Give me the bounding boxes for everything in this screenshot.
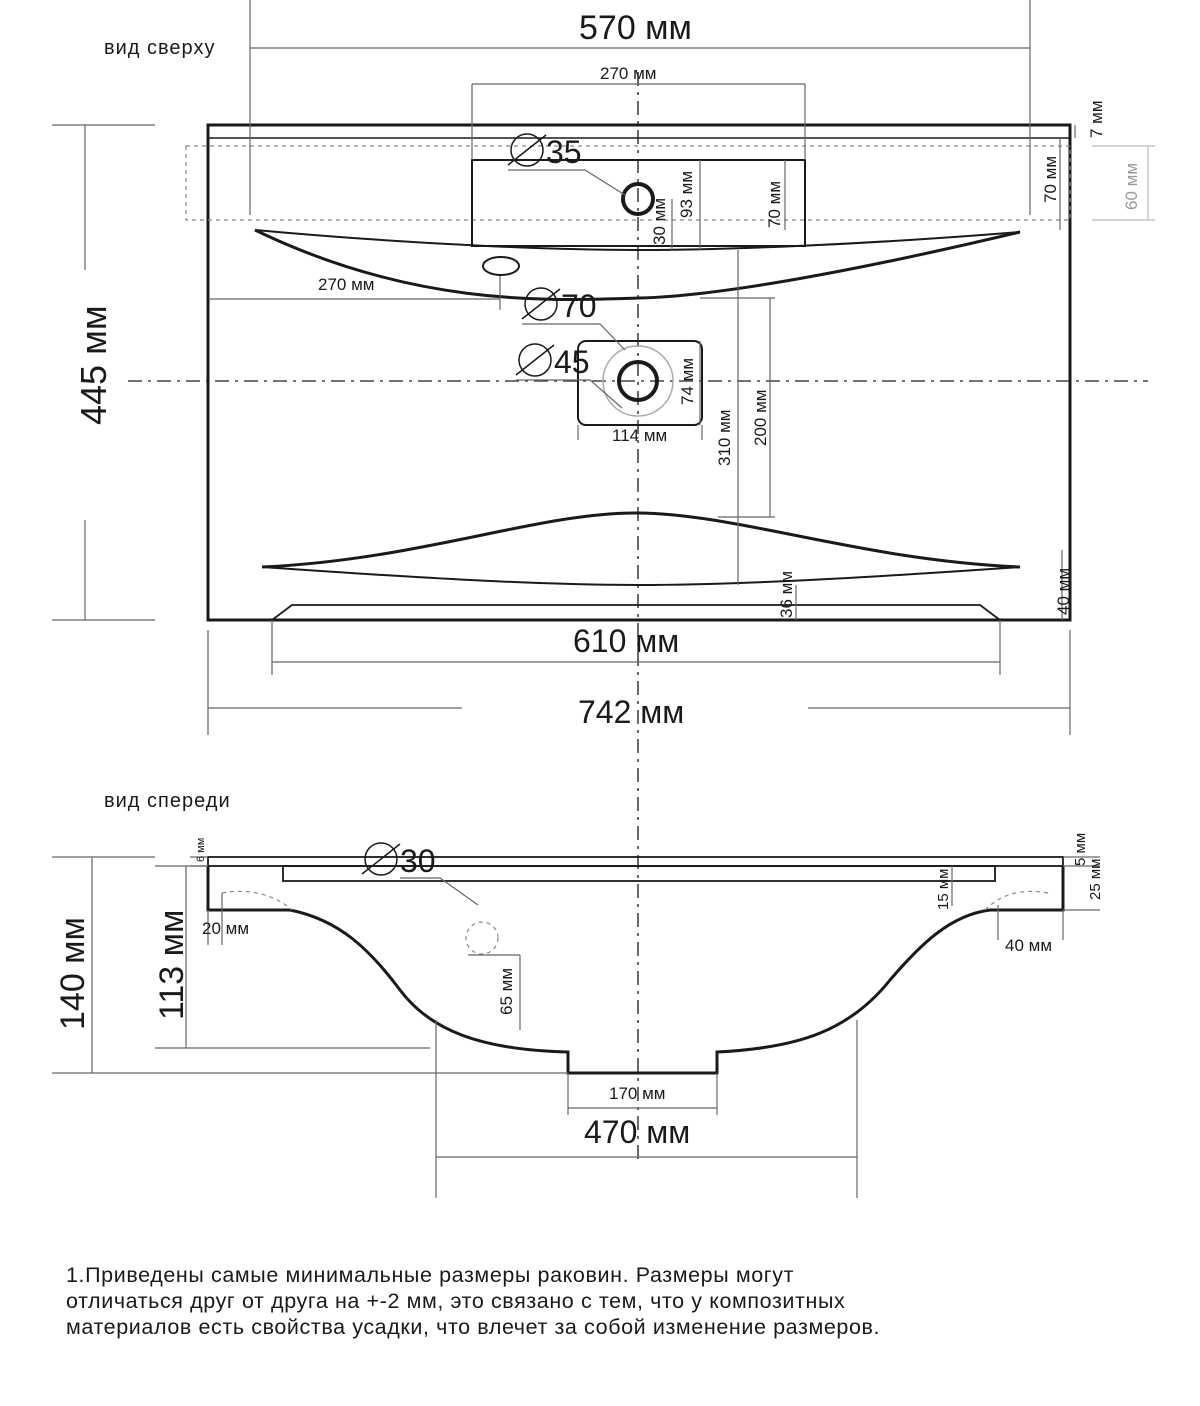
dim-570-label: 570 мм xyxy=(579,9,692,47)
basin-front-edge xyxy=(262,513,1020,567)
dia-30-label: 30 xyxy=(400,843,436,879)
top-view-label: вид сверху xyxy=(104,37,216,59)
dim-60-label: 60 мм xyxy=(1122,162,1141,210)
diameter-slash xyxy=(516,345,554,375)
front-inner-channel xyxy=(283,866,995,881)
dim-15-label: 15 мм xyxy=(935,868,952,910)
front-right-dashed-curve xyxy=(985,891,1048,910)
front-top-slab xyxy=(208,857,1063,866)
dim-170-label: 170 мм xyxy=(609,1084,666,1103)
dim-70-right-label: 70 мм xyxy=(1041,155,1060,203)
dim-40-label: 40 мм xyxy=(1054,567,1073,615)
dia-45-leader xyxy=(516,380,622,408)
dim-25-label: 25 мм xyxy=(1087,858,1104,900)
dim-6-label: 6 мм xyxy=(195,837,207,862)
diameter-slash xyxy=(362,844,400,874)
dim-270-left-label: 270 мм xyxy=(318,275,375,294)
diameter-45 xyxy=(516,344,622,408)
dim-113-label: 113 мм xyxy=(153,909,191,1020)
dia-45-label: 45 xyxy=(554,344,590,380)
dim-445-label: 445 мм xyxy=(73,305,114,425)
dim-114-label: 114 мм xyxy=(612,426,668,445)
dim-93-label: 93 мм xyxy=(677,170,696,218)
dim-40-front-label: 40 мм xyxy=(1005,936,1053,955)
dim-140-label: 140 мм xyxy=(54,917,92,1030)
overflow-circle xyxy=(466,922,498,954)
diameter-35 xyxy=(508,134,625,195)
front-left-dashed-curve xyxy=(222,891,292,910)
dia-35-label: 35 xyxy=(546,134,582,170)
dim-310-label: 310 мм xyxy=(715,409,734,466)
overflow-slot xyxy=(483,257,519,275)
dim-20-label: 20 мм xyxy=(202,919,250,938)
diameter-30 xyxy=(362,843,478,905)
front-view-label: вид спереди xyxy=(104,790,231,812)
dia-70-label: 70 xyxy=(561,288,597,324)
dim-610-label: 610 мм xyxy=(573,623,680,659)
front-view xyxy=(52,790,1104,1198)
dim-7-label: 7 мм xyxy=(1087,100,1106,138)
dim-36-label: 36 мм xyxy=(777,570,796,618)
top-view xyxy=(52,0,1155,1160)
dim-65-label: 65 мм xyxy=(497,967,516,1015)
dim-70-inner-label: 70 мм xyxy=(765,180,784,228)
dim-470-label: 470 мм xyxy=(584,1114,691,1150)
dim-742-label: 742 мм xyxy=(578,694,685,730)
basin-front-inner xyxy=(262,567,1020,585)
top-outline xyxy=(208,125,1070,620)
diameter-slash xyxy=(522,289,560,319)
dim-5-label: 5 мм xyxy=(1072,832,1089,866)
dim-74-label: 74 мм xyxy=(678,357,697,405)
dim-30-label: 30 мм xyxy=(650,197,669,245)
front-lip xyxy=(272,605,1000,620)
dia-30-leader xyxy=(400,878,478,905)
disclaimer-note: 1.Приведены самые минимальные размеры раковин. Размеры могут отличаться друг от друга на +-2 мм, это связано с тем, что у композитных материалов есть свойства усадки, что влечет за собой изменение размеров. xyxy=(66,1263,881,1339)
dim-270-top-label: 270 мм xyxy=(600,64,657,83)
dia-35-leader xyxy=(508,170,625,195)
dim-200-label: 200 мм xyxy=(751,389,770,446)
